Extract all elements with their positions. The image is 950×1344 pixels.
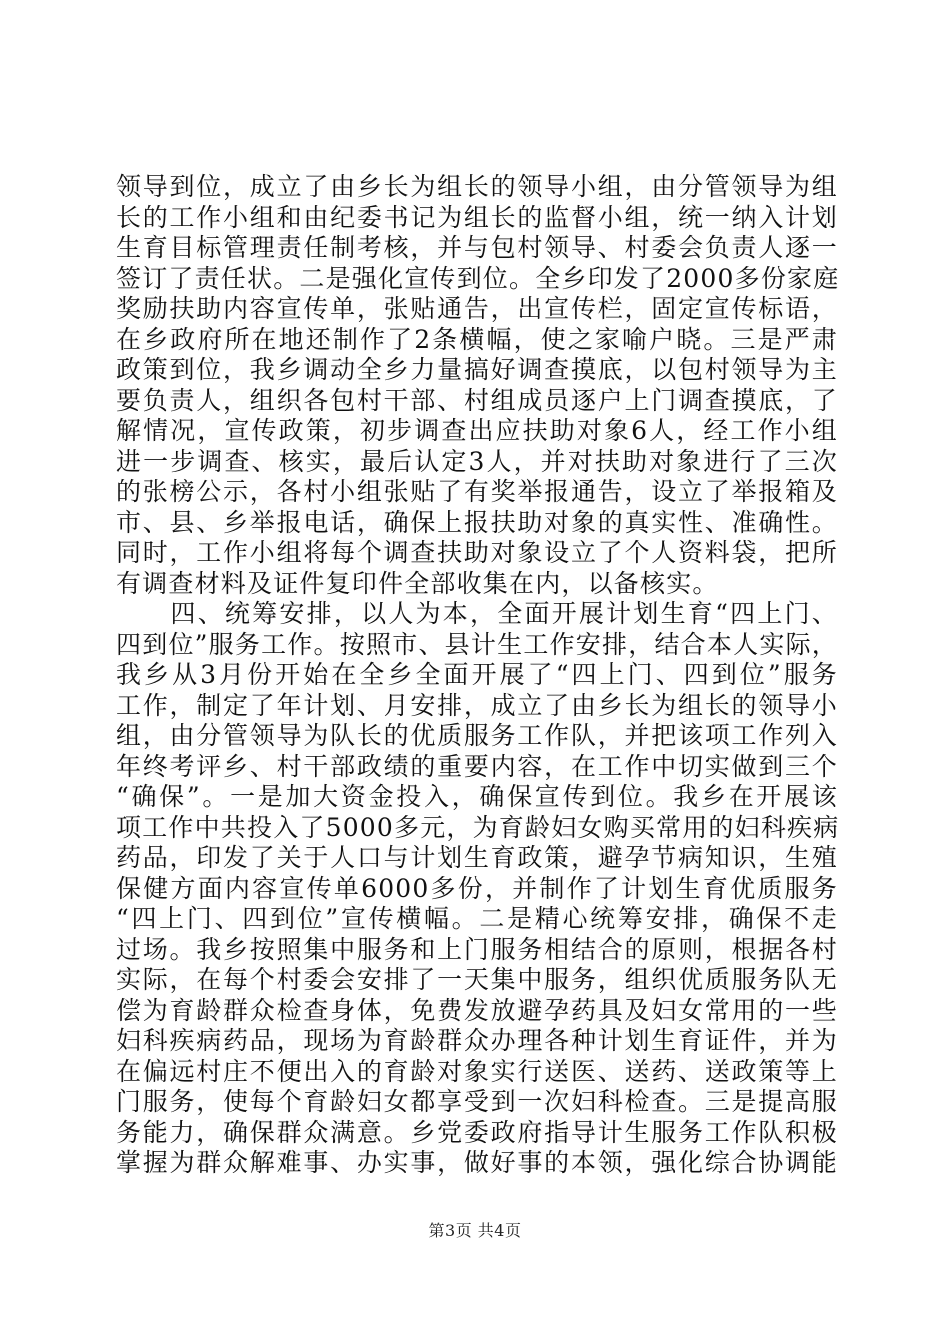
text-line: 妇科疾病药品，现场为育龄群众办理各种计划生育证件，并为 bbox=[116, 1026, 838, 1055]
text-line: 我乡从3月份开始在全乡全面开展了“四上门、四到位”服务 bbox=[116, 660, 838, 689]
text-line: “四上门、四到位”宣传横幅。二是精心统筹安排，确保不走 bbox=[116, 904, 838, 933]
text-line: 要负责人，组织各包村干部、村组成员逐户上门调查摸底，了 bbox=[116, 385, 838, 415]
text-line: 年终考评乡、村干部政绩的重要内容，在工作中切实做到三个 bbox=[116, 751, 838, 781]
text-line: 实际，在每个村委会安排了一天集中服务，组织优质服务队无 bbox=[116, 965, 838, 994]
text-line: 的张榜公示，各村小组张贴了有奖举报通告，设立了举报箱及 bbox=[116, 477, 838, 506]
text-line: 同时，工作小组将每个调查扶助对象设立了个人资料袋，把所 bbox=[116, 538, 838, 567]
text-line: 掌握为群众解难事、办实事，做好事的本领，强化综合协调能 bbox=[116, 1148, 838, 1177]
text-line: 偿为育龄群众检查身体，免费发放避孕药具及妇女常用的一些 bbox=[116, 995, 838, 1025]
text-line: 奖励扶助内容宣传单，张贴通告，出宣传栏，固定宣传标语， bbox=[116, 294, 838, 323]
text-line: 进一步调查、核实，最后认定3人，并对扶助对象进行了三次 bbox=[116, 446, 838, 476]
text-line: 四到位”服务工作。按照市、县计生工作安排，结合本人实际， bbox=[116, 629, 838, 659]
text-line: 解情况，宣传政策，初步调查出应扶助对象6人，经工作小组 bbox=[116, 416, 838, 445]
text-line: 签订了责任状。二是强化宣传到位。全乡印发了2000多份家庭 bbox=[116, 263, 840, 293]
text-line: 长的工作小组和由纪委书记为组长的监督小组，统一纳入计划 bbox=[116, 202, 838, 232]
text-line: 在偏远村庄不便出入的育龄对象实行送医、送药、送政策等上 bbox=[116, 1056, 838, 1086]
body-text bbox=[116, 172, 838, 1179]
text-line: “确保”。一是加大资金投入，确保宣传到位。我乡在开展该 bbox=[116, 782, 838, 811]
text-line: 药品，印发了关于人口与计划生育政策，避孕节病知识，生殖 bbox=[116, 843, 838, 872]
text-line: 项工作中共投入了5000多元，为育龄妇女购买常用的妇科疾病 bbox=[116, 812, 840, 842]
text-line: 组，由分管领导为队长的优质服务工作队，并把该项工作列入 bbox=[116, 721, 838, 750]
text-line: 在乡政府所在地还制作了2条横幅，使之家喻户晓。三是严肃 bbox=[116, 324, 838, 354]
text-line: 保健方面内容宣传单6000多份，并制作了计划生育优质服务 bbox=[116, 873, 838, 903]
text-line-paragraph-end: 有调查材料及证件复印件全部收集在内，以备核实。 bbox=[116, 568, 719, 598]
text-line: 领导到位，成立了由乡长为组长的领导小组，由分管领导为组 bbox=[116, 172, 838, 201]
text-line: 过场。我乡按照集中服务和上门服务相结合的原则，根据各村 bbox=[116, 934, 838, 964]
text-line: 市、县、乡举报电话，确保上报扶助对象的真实性、准确性。 bbox=[116, 507, 838, 537]
page-footer: 第3页 共4页 bbox=[428, 1221, 522, 1240]
text-line: 务能力，确保群众满意。乡党委政府指导计生服务工作队积极 bbox=[116, 1117, 838, 1147]
text-line-paragraph-start: 四、统筹安排，以人为本，全面开展计划生育“四上门、 bbox=[116, 599, 838, 628]
text-line: 工作，制定了年计划、月安排，成立了由乡长为组长的领导小 bbox=[116, 690, 838, 720]
text-line: 门服务，使每个育龄妇女都享受到一次妇科检查。三是提高服 bbox=[116, 1087, 838, 1116]
text-line: 政策到位，我乡调动全乡力量搞好调查摸底，以包村领导为主 bbox=[116, 355, 838, 384]
text-line: 生育目标管理责任制考核，并与包村领导、村委会负责人逐一 bbox=[116, 233, 838, 262]
